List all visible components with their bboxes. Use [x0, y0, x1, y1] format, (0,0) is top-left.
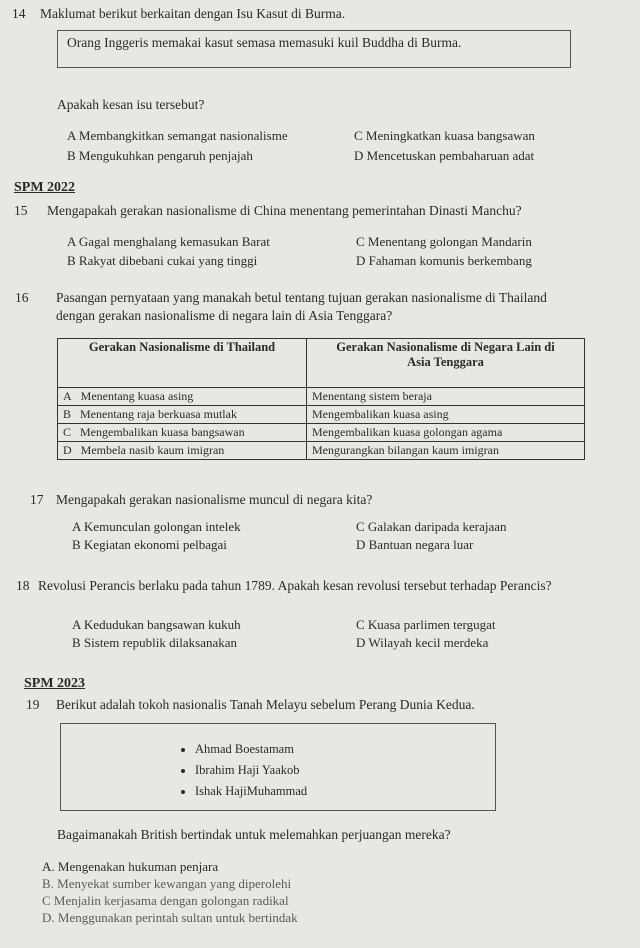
q15-option-d: D Fahaman komunis berkembang: [356, 253, 532, 268]
q18-number: 18: [16, 578, 30, 593]
table-cell-right: Mengembalikan kuasa asing: [307, 406, 585, 424]
q18-option-b: B Sistem republik dilaksanakan: [72, 635, 238, 650]
q18-option-d: D Wilayah kecil merdeka: [356, 635, 489, 650]
q19-option-d: D. Menggunakan perintah sultan untuk bertindak: [42, 910, 298, 925]
section-heading-2023: SPM 2023: [24, 676, 86, 691]
q16-number: 16: [15, 290, 29, 305]
q19-names-list: [175, 742, 307, 805]
table-row: [58, 388, 585, 406]
table-header-row: [58, 339, 585, 388]
q19-question: Bagaimanakah British bertindak untuk melemahkan perjuangan mereka?: [57, 827, 451, 842]
q19-option-b: B. Menyekat sumber kewangan yang diperolehi: [42, 876, 292, 891]
q16-text-line1: Pasangan pernyataan yang manakah betul tentang tujuan gerakan nasionalisme di Thailand: [56, 290, 547, 305]
q14-option-d: D Mencetuskan pembaharuan adat: [354, 148, 535, 163]
q16-text-line2: dengan gerakan nasionalisme di negara lain di Asia Tenggara?: [56, 308, 393, 323]
q14-box-text: Orang Inggeris memakai kasut semasa memasuki kuil Buddha di Burma.: [67, 35, 462, 50]
q17-option-b: B Kegiatan ekonomi pelbagai: [72, 537, 227, 552]
q19-number: 19: [26, 697, 40, 712]
q17-option-c: C Galakan daripada kerajaan: [356, 519, 507, 534]
list-item: • Ibrahim Haji Yaakob: [195, 763, 307, 778]
q14-option-c: C Meningkatkan kuasa bangsawan: [354, 128, 535, 143]
table-row: [58, 406, 585, 424]
table-cell-left: A Menentang kuasa asing: [58, 388, 307, 406]
table-row: [58, 442, 585, 460]
section-heading-2022: SPM 2022: [14, 180, 76, 195]
q15-number: 15: [14, 203, 28, 218]
list-item: • Ishak HajiMuhammad: [195, 784, 307, 799]
q14-question: Apakah kesan isu tersebut?: [57, 97, 205, 112]
q15-option-c: C Menentang golongan Mandarin: [356, 234, 532, 249]
q15-option-a: A Gagal menghalang kemasukan Barat: [67, 234, 270, 249]
table-header-thailand: Gerakan Nasionalisme di Thailand: [58, 339, 307, 388]
q15-text: Mengapakah gerakan nasionalisme di China menentang pemerintahan Dinasti Manchu?: [47, 203, 522, 218]
list-item: • Ahmad Boestamam: [195, 742, 307, 757]
table-cell-right: Mengembalikan kuasa golongan agama: [307, 424, 585, 442]
q18-option-a: A Kedudukan bangsawan kukuh: [72, 617, 241, 632]
q19-text: Berikut adalah tokoh nasionalis Tanah Melayu sebelum Perang Dunia Kedua.: [56, 697, 475, 712]
q17-option-a: A Kemunculan golongan intelek: [72, 519, 241, 534]
q19-option-c: C Menjalin kerjasama dengan golongan radikal: [42, 893, 289, 908]
q14-info-box: [57, 30, 571, 68]
q18-text: Revolusi Perancis berlaku pada tahun 1789. Apakah kesan revolusi tersebut terhadap Perancis?: [38, 578, 552, 593]
q19-option-a: A. Mengenakan hukuman penjara: [42, 859, 219, 874]
q14-option-b: B Mengukuhkan pengaruh penjajah: [67, 148, 253, 163]
table-cell-left: B Menentang raja berkuasa mutlak: [58, 406, 307, 424]
q17-number: 17: [30, 492, 44, 507]
table-cell-right: Menentang sistem beraja: [307, 388, 585, 406]
q15-option-b: B Rakyat dibebani cukai yang tinggi: [67, 253, 258, 268]
table-cell-right: Mengurangkan bilangan kaum imigran: [307, 442, 585, 460]
table-row: [58, 424, 585, 442]
q18-option-c: C Kuasa parlimen tergugat: [356, 617, 496, 632]
table-cell-left: D Membela nasib kaum imigran: [58, 442, 307, 460]
q17-option-d: D Bantuan negara luar: [356, 537, 474, 552]
q14-option-a: A Membangkitkan semangat nasionalisme: [67, 128, 288, 143]
table-cell-left: C Mengembalikan kuasa bangsawan: [58, 424, 307, 442]
q16-comparison-table: [57, 338, 585, 460]
q17-text: Mengapakah gerakan nasionalisme muncul di negara kita?: [56, 492, 373, 507]
q14-number: 14: [12, 6, 26, 21]
q14-text: Maklumat berikut berkaitan dengan Isu Kasut di Burma.: [40, 6, 346, 21]
table-header-other: Gerakan Nasionalisme di Negara Lain di Asia Tenggara: [307, 339, 585, 388]
